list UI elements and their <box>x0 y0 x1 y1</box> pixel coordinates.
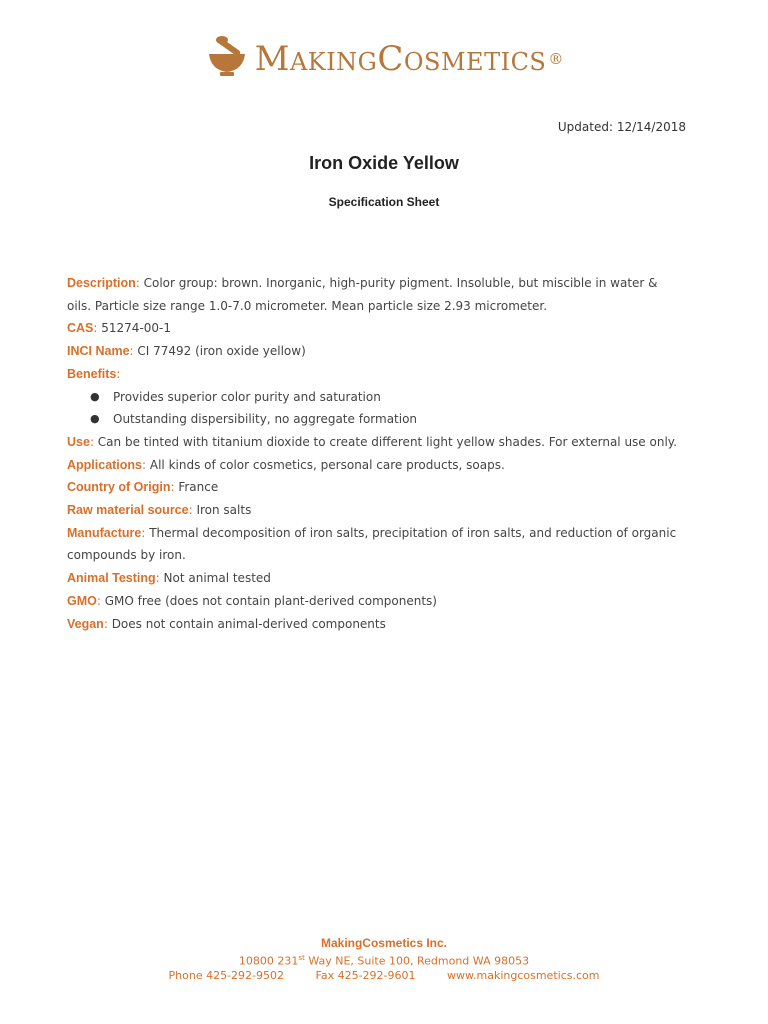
field-inci: INCI Name: CI 77492 (iron oxide yellow) <box>67 344 306 359</box>
field-label: Applications <box>67 457 143 472</box>
field-country: Country of Origin: France <box>67 480 219 495</box>
field-use: Use: Can be tinted with titanium dioxide to create different light yellow shades. For external use only. <box>67 434 677 449</box>
field-label: Benefits <box>67 366 117 381</box>
field-raw-material: Raw material source: Iron salts <box>67 503 252 518</box>
registered-mark: ® <box>548 50 564 68</box>
field-label: Vegan <box>67 616 104 631</box>
field-value: Does not contain animal-derived components <box>111 616 386 631</box>
field-label: GMO <box>67 593 97 608</box>
field-label: INCI Name <box>67 344 130 359</box>
footer-company: MakingCosmetics Inc. <box>320 936 448 950</box>
updated-date: Updated: 12/14/2018 <box>557 120 686 134</box>
footer-website-link[interactable]: www.makingcosmetics.com <box>447 968 600 982</box>
field-vegan: Vegan: Does not contain animal-derived components <box>67 616 386 631</box>
bullet-icon: ● <box>90 412 100 426</box>
list-item <box>90 408 677 431</box>
field-value: GMO free (does not contain plant-derived components) <box>104 593 437 608</box>
page-title: Iron Oxide Yellow <box>309 153 459 173</box>
page-subtitle: Specification Sheet <box>328 195 440 209</box>
field-animal-testing: Animal Testing: Not animal tested <box>67 571 271 586</box>
field-value: Iron salts <box>196 503 252 518</box>
list-item <box>90 386 677 409</box>
field-value: Color group: brown. Inorganic, high-purity pigment. Insoluble, but miscible in water & oils. Particle size range 1.0-7.0 micrometer. Mean particle size 2.93 micrometer. <box>67 276 658 313</box>
benefit-text: Outstanding dispersibility, no aggregate formation <box>113 412 418 427</box>
logo-wordmark: MakingCosmetics <box>254 39 547 79</box>
field-value: Not animal tested <box>163 571 271 586</box>
field-benefits: Benefits: <box>67 366 121 381</box>
bullet-icon: ● <box>90 389 100 403</box>
field-value: France <box>178 480 219 495</box>
brand-logo <box>0 38 768 80</box>
field-gmo: GMO: GMO free (does not contain plant-derived components) <box>67 593 437 608</box>
footer-fax: Fax 425-292-9601 <box>315 968 416 982</box>
footer-phone: Phone 425-292-9502 <box>168 968 285 982</box>
field-value: Thermal decomposition of iron salts, precipitation of iron salts, and reduction of organic compounds by iron. <box>67 525 677 563</box>
field-label: Animal Testing <box>67 571 156 586</box>
mortar-pestle-icon <box>205 32 253 80</box>
field-label: Use <box>67 434 90 449</box>
field-value: 51274-00-1 <box>101 321 172 336</box>
field-label: Country of Origin <box>67 480 171 495</box>
benefits-list <box>67 386 677 431</box>
field-value: CI 77492 (iron oxide yellow) <box>137 344 306 359</box>
benefit-text: Provides superior color purity and saturation <box>113 389 381 404</box>
footer-contacts <box>0 969 768 983</box>
field-label: Raw material source <box>67 503 189 518</box>
field-label: Manufacture <box>67 525 142 540</box>
field-value: Can be tinted with titanium dioxide to create different light yellow shades. For external use only. <box>97 434 677 449</box>
field-applications: Applications: All kinds of color cosmetics, personal care products, soaps. <box>67 457 505 472</box>
field-label: CAS <box>67 321 94 336</box>
page-footer <box>0 935 768 983</box>
field-value: All kinds of color cosmetics, personal care products, soaps. <box>149 457 505 472</box>
field-cas: CAS: 51274-00-1 <box>67 321 172 336</box>
field-description: Description: Color group: brown. Inorganic, high-purity pigment. Insoluble, but miscible in water & oils. Particle size range 1.0-7.0 micrometer. Mean particle size 2.93 micrometer. <box>67 276 658 313</box>
field-label: Description <box>67 276 136 290</box>
field-manufacture: Manufacture: Thermal decomposition of iron salts, precipitation of iron salts, and reduction of organic compounds by iron. <box>67 525 677 563</box>
footer-address: 10800 231st Way NE, Suite 100, Redmond WA 98053 <box>238 954 530 968</box>
spec-fields <box>67 272 677 635</box>
